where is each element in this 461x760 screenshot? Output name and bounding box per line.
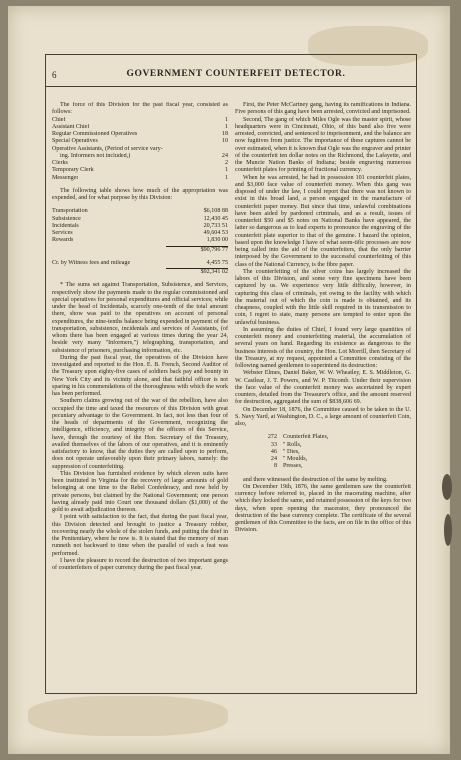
force-label: Messenger (52, 174, 79, 181)
paragraph: I point with satisfaction to the fact, that during the past fiscal year, this Division detected and brought to justice a Treasury robber, recovering nearly the whole of the stolen funds, and putting the thief in the Penitentiary, where he now is. It is stated that the memory of man runneth not backward to time when the parallel of such a feat was performed. (52, 514, 228, 557)
paragraph: During the past fiscal year, the operatives of the Division have investigated and reported to the Hon. E. B. French, Second Auditor of the Treasury upon eighty-five cases of soldiers back pay and bounty in New York City and its vicinity alone, and that faithful officer is not sparing in his commendations of the thoroughness with which the work has been performed. (52, 354, 228, 397)
expense-value: $6,108 88 (203, 208, 228, 215)
total-value: $92,341 02 (200, 269, 228, 275)
expense-table (52, 208, 228, 244)
paragraph: In assuming the duties of Chief, I found very large quantities of counterfeit money and counterfeiting material, the accumulation of several years on hand. Regarding its existence as dangerous to the business interests of the country, the Hon. Lot Morrill, then Secretary of the Treasury, at my request, appointed a Committee consisting of the following named gentlemen to superintend its destruction: (235, 326, 411, 369)
subtotal-value: $90,796 77 (200, 246, 228, 253)
left-column (52, 102, 228, 687)
force-count: 2 (224, 160, 228, 166)
force-row (52, 167, 228, 174)
paragraph: and there witnessed the destruction of the same by melting. (243, 476, 388, 483)
force-count: 1 (224, 167, 228, 174)
destroyed-item (257, 456, 411, 463)
expense-label: Subsistence (52, 215, 81, 222)
destroyed-item (257, 434, 411, 441)
paper-hole (442, 474, 452, 500)
force-row (52, 131, 228, 138)
paper-stain (28, 696, 228, 736)
item-quantity: 272 (267, 434, 277, 441)
document-page (8, 6, 450, 754)
destroyed-item (257, 449, 411, 456)
expense-value: 1,830 00 (206, 237, 228, 244)
force-intro: The force of this Division for the past fiscal year, consisted as follows: (52, 102, 228, 116)
witness-row (52, 260, 228, 267)
expense-row (52, 208, 228, 215)
destroyed-item (257, 442, 411, 449)
force-count: 24 (221, 152, 228, 159)
item-name: " Rolls, (283, 441, 302, 448)
expense-row (52, 223, 228, 230)
force-label: ing. Informers not included,) (60, 152, 131, 159)
paragraph: When he was arrested, he had in possession 101 counterfeit plates, and $3,000 face value of counterfeit money. When this gang was disposed of under the law, I could report that there was not known to exist in this broad land, a person engaged in the manufacture of counterfeit paper money. But since that time, unlawful combinations have been aided by pardoned criminals, and as a result, issues of counterfeit $50 and $5 notes on National Banks have appeared, the latter so dangerous as to lead experts to pronounce the engraving of the counterfeit plate superior to that of the genuine. I hazard the opinion, based upon the knowledge I have of what seem-tific processes are now being called into the aid of the counterfeiters, that the only barrier interposed by the Government to the successful counterfeiting of this class of the National Currency, is the fibre paper. (235, 174, 411, 268)
expense-label: Transportation (52, 208, 88, 215)
item-name: " Dies, (283, 448, 300, 455)
force-label: Special Operatives (52, 138, 98, 145)
right-paragraphs (235, 102, 411, 428)
paragraph: * The sums set against Transportation, Subsistence, and Services, respectively show the payments made to the regular commissioned and special operatives for personal expenditures and official services; while under the head of Incidentals, scarcely one-tenth of the total amount there, show was paid to the operatives on account of personal expenditures, the nine-tenths balance being expended in payment of the transportation, subsistence, incidentals and services of Assistants, (of whom there has been engaged at various times during the year 24, beside very many "Informers,") telegraphing, transportation, and subsistence of prisoners, purchasing information, etc. (52, 282, 228, 354)
header-rule (45, 86, 417, 87)
destroyed-items-list (235, 434, 411, 470)
expense-row (52, 237, 228, 244)
force-row (52, 124, 228, 131)
total-row (52, 269, 228, 276)
subtotal-row (52, 247, 228, 254)
expense-label: Incidentals (52, 222, 79, 229)
force-row (52, 138, 228, 145)
paragraph: Webster Elmes, Daniel Baker, W. W. Wheatley, E. S. Middleton, G. W. Casilear, J. T. Powers, and W. P. Titcomb. Under their supervision the face value of the counterfeit money was ascertained by expert counters, detailed from the Treasurer's office, and the amount reserved for destruction, aggregated the sum of $838,606 69. (235, 370, 411, 406)
item-quantity: 46 (270, 448, 277, 455)
force-label: Operative Assistants, (Period of service vary- (52, 145, 163, 152)
paragraph: This Division has furnished evidence by which eleven suits have been instituted in Virginia for the recovery of large amounts of gold belonging at one time to the Rebel Confederacy, and now held by private persons, but claimed by the National Government; one person having already paid into Court one thousand dollars ($1,000) of the gold to await adjudication thereon. (52, 470, 228, 513)
force-label: Assistant Chief (52, 123, 90, 130)
expense-value: 20,733 51 (203, 222, 228, 229)
force-label: Chief (52, 116, 66, 123)
force-count: 10 (221, 138, 228, 145)
item-quantity: 8 (273, 463, 277, 470)
force-row (52, 153, 228, 160)
force-count: 1 (224, 116, 228, 123)
paragraph: I have the pleasure to record the destruction of two important gangs of counterfeiters of paper currency during the past fiscal year. (52, 557, 228, 571)
running-head: GOVERNMENT COUNTERFEIT DETECTOR. (126, 69, 346, 79)
paragraph: Southern claims growing out of the war of the rebellion, have also occupied the time and taxed the resources of this Division with great pecuniary advantage to the Government. In fact, not less than four of the heads of departments of the Government, recognizing the intelligence, efficiency, and integrity of the officers of this Service, have, through the courtesy of the Hon. Secretary of the Treasury, availed themselves of the labors of our operatives, and it is eminently satisfactory to know, that the duties they are called upon to perform, does not operate unfavorably upon their primary labors, namely: the suppression of counterfeiting. (52, 398, 228, 470)
force-count (225, 146, 228, 153)
expense-value: 12,430 45 (203, 215, 228, 222)
witness-label: Cr. by Witness fees and mileage (52, 259, 131, 266)
force-row (52, 175, 228, 182)
paper-hole (444, 514, 452, 546)
paragraph: On December 18, 1876, the Committee caused to be taken to the U. S. Navy Yard, at Washington, D. C., a large amount of counterfeit Coin, also, (235, 406, 411, 427)
force-count: 1 (224, 174, 228, 181)
paragraph: Second, The gang of which Miles Ogle was the master spirit, whose headquarters were in Cincinnati, Ohio, of this band also five were arrested, convicted, and sentenced to imprisonment, and the balance are now fugitives from justice. The importance of these captures cannot be over estimated, when it is known that Ogle was the engraver and printer of the counterfeit ten dollar notes on the Richmond, the Lafayette, and the Muncie Nation Banks of Indiana; beside engraving numerous counterfeit plates for printing of fractional currency. (235, 116, 411, 174)
expense-row (52, 216, 228, 223)
force-count: 1 (224, 123, 228, 130)
right-paragraphs-closing (235, 477, 411, 535)
paragraph: On December 19th, 1876, the same gentlemen saw the counterfeit currency before referred to, placed in the macerating machine, after which they locked the same, and retained possession of the keys for two days, when upon opening the macerator, they pronounced the destruction of the base currency complete. The certificate of the several gentlemen of this Committee to the facts, are on file in the office of this Division. (235, 483, 411, 534)
item-quantity: 24 (270, 456, 277, 462)
expense-row (52, 230, 228, 237)
paragraph: The counterfeiting of the silver coins has largely increased the labors of this Division, and some very fine specimens have been captured by us. We experience very little difficulty, however, in capturing this class of criminals, yet owing to the facility with which the material out of which the coin is made is obtained, and its cheapness, coupled with the little skill required in its transmission to coin, I regret to state, many persons are tempted to enter upon the unlawful business. (235, 268, 411, 326)
witness-value: 4,455 75 (206, 259, 228, 266)
expense-label: Rewards (52, 237, 74, 244)
force-label: Regular Commissioned Operatives (52, 131, 138, 137)
right-column (235, 102, 411, 687)
force-count: 18 (221, 131, 228, 137)
force-label: Clerks (52, 160, 68, 166)
force-row (52, 146, 228, 153)
force-label: Temporary Clerk (52, 167, 94, 174)
table-intro: The following table shows how much of the appropriation was expended, and for what purpose by this Division: (52, 187, 228, 201)
expense-value: 49,604 53 (203, 230, 228, 236)
item-name: " Moulds, (283, 456, 308, 462)
item-quantity: 33 (270, 441, 277, 448)
force-row (52, 160, 228, 167)
item-name: Counterfeit Plates, (283, 434, 329, 441)
force-row (52, 117, 228, 124)
paragraph: First, the Peter McCartney gang, having its ramifications in Indiana. Five persons of this gang have been arrested, convicted and imprisoned. (235, 102, 411, 116)
page-number: 6 (52, 70, 57, 80)
destroyed-item (257, 463, 411, 470)
left-paragraphs (52, 282, 228, 572)
item-name: Presses, (283, 463, 303, 470)
expense-label: Services (52, 230, 73, 236)
force-list (52, 117, 228, 182)
